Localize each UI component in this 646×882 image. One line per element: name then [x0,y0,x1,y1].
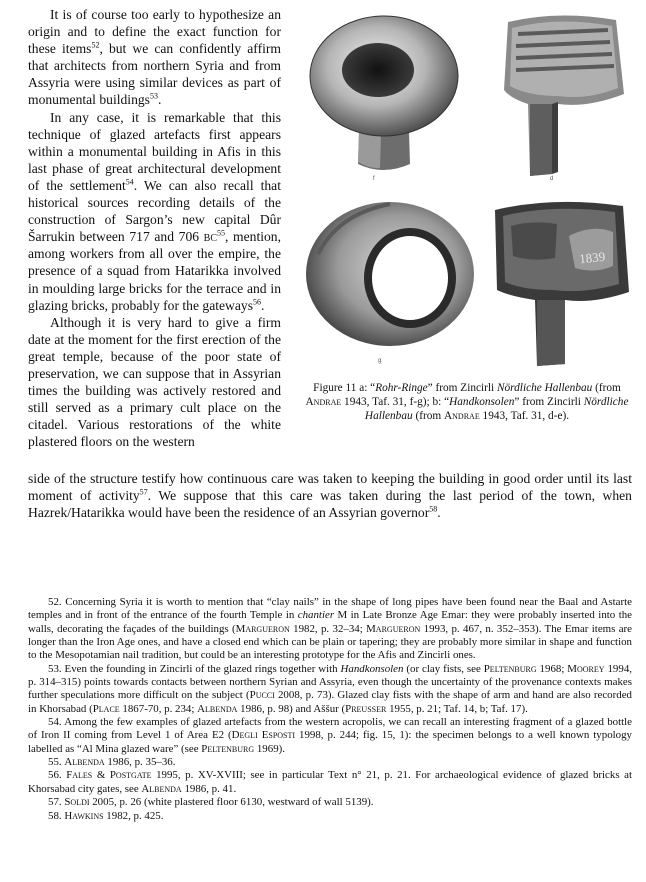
footnote-ref-55[interactable]: 55 [217,228,226,238]
figure-caption: Figure 11 a: “Rohr-Ringe” from Zincirli Nördliche Hallenbau (from Andrae 1943, Taf. 31, f-g); b: “Handkonsolen” from Zincirli Nördliche Hallenbau (from Andrae 1943, Taf. 31, d-e). [305,382,629,422]
footnote-55: 55. Albenda 1986, p. 35–36. [48,756,176,769]
paragraph-3-continued: side of the structure testify how continuous care was taken to keeping the building in good order until its last moment of activity$^{57}$. We suppose that this care was taken during the last period of the town, when Hazrek/Hatarikka would have been the residence of an Assyrian governor$^{58}$. [28,471,632,521]
body-text-full-width [28,470,632,521]
footnote-ref-57[interactable]: 57 [139,487,148,497]
footnote-54: 54. Among the few examples of glazed artefacts from the western acropolis, we can recall an interesting fragment of a glazed bottle of Iron II coming from Level 1 of Area E2 (Degli Esposti 1998, p. 244; fig. 15, 1): the specimen belongs to a well known typology labelled as “Al Mina glazed ware” (see Peltenburg 1969). [28,716,632,755]
footnote-53: 53. Even the founding in Zincirli of the glazed rings together with Handkonsolen (or clay fists, see Peltenburg 1968; Moorey 1994, p. 314–315) points towards contacts between northern Syrian and Assyria, even though the uncertainty of the provenance contexts makes further speculations more difficult on the subject (Pucci 2008, p. 73). Glazed clay fists with the shape of arm and hand are also recorded in Khorsabad (Place 1867-70, p. 234; Albenda 1986, p. 98) and Aššur (Preusser 1955, p. 21; Taf. 14, b; Taf. 17). [28,662,632,715]
figure-stamp-number: 1839 [578,248,606,267]
footnote-ref-54[interactable]: 54 [125,177,134,187]
figure-label-d: d [550,176,554,182]
figure-photo-g-rohr-ring [298,194,478,369]
footnote-52: 52. Concerning Syria it is worth to mention that “clay nails” in the shape of long pipes have been found near the Baal and Astarte temples and in front of the entrance of the fourth Temple in chantier M in Late Bronze Age Emar: they were probably inserted into the walls, decorating the façades of the buildings (Margueron 1982, p. 32–34; Margueron 1993, p. 467, n. 352–353). The Emar items are longer than the Iron Age ones, and have a closed end which can be plain or tapering; they are probably more similar in shape and function to the Mesopotamian nail tradition, but could be an interesting prototype for the Afis and Zincirli ones. [28,596,633,662]
figure-label-g: g [378,358,382,364]
figure-photo-f-rohr-ring [298,4,468,184]
figure-label-f: f [373,176,375,182]
figure-11 [298,4,638,374]
footnote-ref-52[interactable]: 52 [91,40,100,50]
footnote-ref-56[interactable]: 56 [252,297,261,307]
footnote-ref-58[interactable]: 58 [429,504,438,514]
paragraph-3: Although it is very hard to give a firm date at the moment for the first erection of the great temple, because of the poor state of preservation, we can suppose that in Assyrian times the building was actively restored and still served as a primary cult place on the citadel. Various restorations of the white plastered floors on the western [28,314,281,450]
figure-label-e: e [551,360,555,366]
era-abbrev: bc [203,229,218,245]
footnote-57: 57. Soldi 2005, p. 26 (white plastered floor 6130, westward of wall 5139). [48,796,374,809]
footnote-58: 58. Hawkins 1982, p. 425. [48,809,164,822]
figure-photo-e-handkonsole [483,196,633,368]
paragraph-2: In any case, it is remarkable that this technique of glazed artefacts first appears within a monumental building in Afis in this last phase of great architectural development of the settlement$^{54}$. We can also recall that historical sources recording details of the construction of Sargon’s new capital Dûr Šarrukin between 717 and 706 $bc^{55}$, mention, among workers from all over the empire, the presence of a squad from Hatarikka involved in moulding large bricks for the terrace and in glazing bricks, probably for the gateways$^{56}$. [28,109,281,313]
footnote-ref-53[interactable]: 53 [149,91,158,101]
paragraph-1: It is of course too early to hypothesize an origin and to define the exact function for these items$^{52}$, but we can confidently affirm that architects from northern Syria and from Assyria were using similar devices as part of monumental buildings$^{53}$. [28,7,281,108]
figure-photo-d-handkonsole [488,4,638,184]
body-text-column [28,6,281,450]
footnotes [28,596,632,823]
footnote-56: 56. Fales & Postgate 1995, p. XV-XVIII; see in particular Text n° 21, p. 21. For archaeological evidence of glazed bricks at Khorsabad city gates, see Albenda 1986, p. 41. [28,769,632,795]
